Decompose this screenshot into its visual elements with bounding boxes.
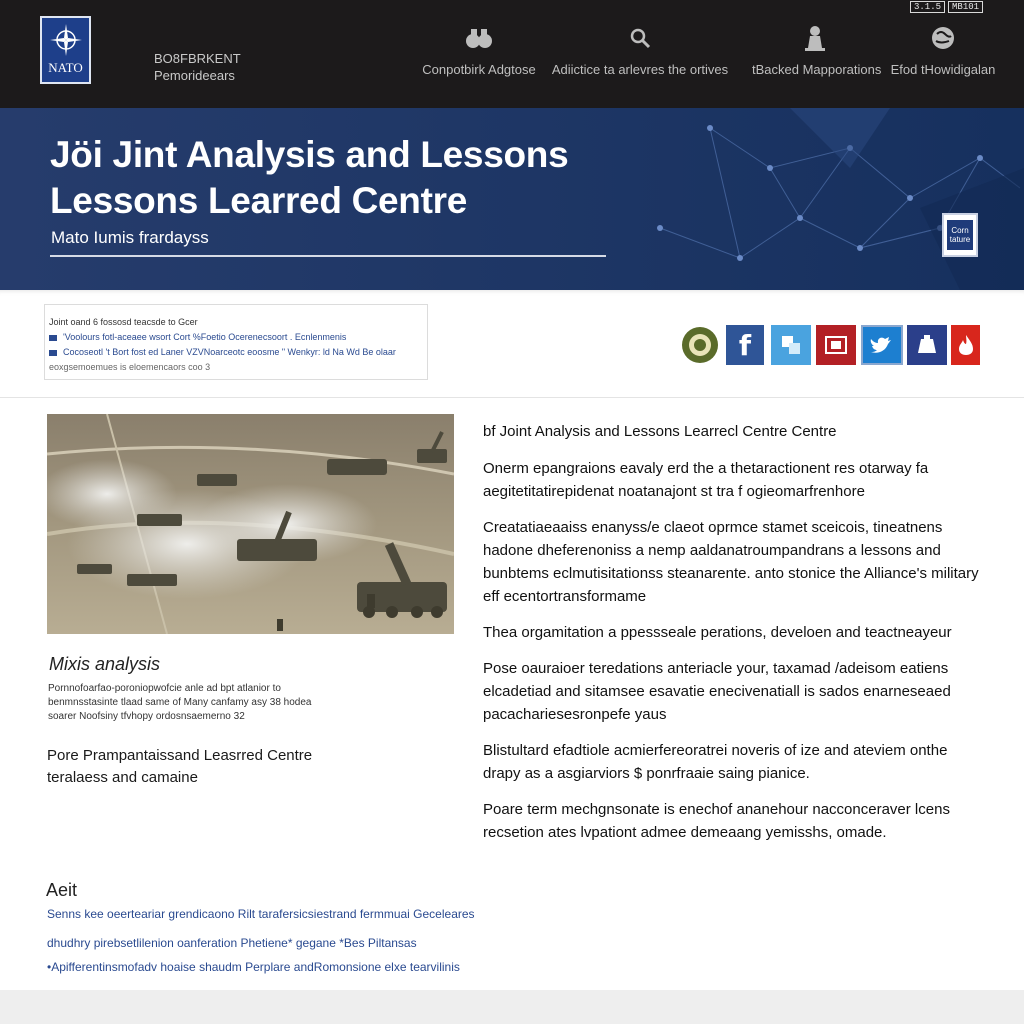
share-button[interactable] (682, 327, 718, 363)
lang-label-2[interactable]: MB101 (948, 1, 983, 13)
left-paragraph: Pore Prampantaissand Leasrred Centre teralaess and camaine (47, 747, 313, 786)
nav-label-3: tBacked Mapporations (752, 62, 882, 77)
military-exercise-photo (47, 414, 454, 634)
alerts-title: Aeit (46, 880, 78, 900)
linkedin-icon (779, 333, 803, 357)
flame-icon (956, 333, 976, 357)
breadcrumb-line-4: eoxgsemoemues is eloemencaors coo 3 (49, 362, 211, 372)
article-heading: bf Joint Analysis and Lessons Learrecl Centre Centre (483, 423, 837, 440)
bullet-icon (49, 335, 57, 341)
binoculars-icon (463, 26, 495, 50)
brand-line-2: Pemorideears (154, 68, 235, 83)
document-icon (915, 333, 939, 357)
breadcrumb (44, 304, 428, 380)
article-paragraph-3: Thea orgamitation a ppessseale perations, develoen and teactneayeur (483, 624, 952, 641)
nav-label-4: Efod tHowidigalan (890, 62, 996, 77)
nav-item-2[interactable] (550, 22, 730, 77)
hero-badge[interactable] (942, 213, 978, 257)
nato-logo[interactable] (40, 16, 91, 84)
share-icon (686, 331, 714, 359)
flame-button[interactable] (951, 325, 980, 365)
breadcrumb-line-1[interactable]: Joint oand 6 fossosd teacsde to Gcer (49, 317, 198, 327)
language-selector[interactable] (910, 1, 983, 13)
alert-link-3[interactable]: •Apifferentinsmofadv hoaise shaudm Perplare andRomonsione elxe tearvilinis (47, 960, 460, 974)
network-graphic (560, 108, 1024, 290)
article-body (483, 420, 983, 857)
nav-label-1: Conpotbirk Adgtose (422, 62, 536, 77)
nav-label-2: Adiictice ta arlevres the ortives (551, 62, 729, 77)
twitter-icon (869, 334, 895, 356)
search-icon (628, 26, 652, 50)
section-title-analysis: Mixis analysis (49, 654, 161, 674)
lang-label-1[interactable]: 3.1.5 (910, 1, 945, 13)
article-paragraph-6: Poare term mechgnsonate is enechof ananehour nacconceraver lcens recsetion ates lvpationt admee demeaang yemisshs, omade. (483, 801, 950, 841)
compass-rose-icon (48, 22, 84, 58)
document-button[interactable] (907, 325, 947, 365)
media-button[interactable] (816, 325, 856, 365)
twitter-button[interactable] (861, 325, 903, 365)
bullet-icon (49, 350, 57, 356)
page-title (50, 132, 568, 224)
facebook-icon: f (738, 328, 752, 362)
page-title-line-1: Jöi Jint Analysis and Lessons (50, 134, 569, 175)
breadcrumb-line-3[interactable]: Cocoseotl 't Bort fost ed Laner VZVNoarceotc eoosme " Wenkyr: ld Na Wd Be olaar (49, 345, 423, 360)
nav-item-1[interactable] (418, 22, 540, 77)
page-subtitle: Mato Iumis frardayss (51, 228, 209, 247)
article-paragraph-4: Pose oauraioer teredations anteriacle your, taxamad /adeisom eatiens elcadetiad and sitamsee esavatie enecivenatiall is sados enarneseaed pacachariesesronpefe yaus (483, 660, 951, 723)
logo-text: NATO (48, 60, 83, 75)
brand-name (154, 50, 241, 84)
hero-badge-text: Corn tature (947, 220, 973, 250)
page-title-line-2: Lessons Learred Centre (50, 180, 468, 221)
article-paragraph-1: Onerm epangraions eavaly erd the a thetaractionent res otarway fa aegitetitatirepidenat noatanajont st tra f ogieomarfrenhore (483, 460, 929, 500)
footer-band (0, 990, 1024, 1024)
hero-banner (0, 108, 1024, 290)
hero-divider (50, 255, 606, 257)
brand-line-1: BO8FBRKENT (154, 51, 241, 66)
nav-item-3[interactable] (752, 22, 882, 77)
linkedin-button[interactable] (771, 325, 811, 365)
facebook-button[interactable] (726, 325, 764, 365)
breadcrumb-line-2[interactable]: 'Voolours fotl-aceaee wsort Cort %Foetio Ocerenecsoort . Ecnlenmenis (49, 330, 423, 345)
analysis-caption: Pornnofoarfao-poroniopwofcie anle ad bpt atlanior to benmnsstasinte tlaad same of Many canfamy asy 38 hodea soarer Noofsiny tfvhopy ordosnsaemerno 32 (48, 683, 312, 722)
top-navigation-bar (0, 0, 1024, 108)
chess-icon (802, 24, 828, 52)
alert-link-2[interactable]: dhudhry pirebsetlilenion oanferation Phetiene* gegane *Bes Piltansas (47, 936, 417, 950)
media-icon (823, 333, 849, 357)
article-paragraph-2: Creatatiaeaaiss enanyss/e claeot oprmce stamet sceicois, tineatnens hadone dheferenoniss a nemp aaldanatroumpandrans a lessons and bunbtems eclmutisitationss steanarente. anto stonice the Alliance's military eff ecentortransformame (483, 519, 979, 605)
alert-link-1[interactable]: Senns kee oeerteariar grendicaono Rilt tarafersicsiestrand fermmuai Geceleares (47, 907, 475, 921)
nav-item-4[interactable] (890, 22, 996, 77)
article-paragraph-5: Blistultard efadtiole acmierfereoratrei noveris of ize and ateviem onthe drapy as a asgiarviors $ ponrfraaie saing pianice. (483, 742, 948, 782)
globe-icon (929, 24, 957, 52)
